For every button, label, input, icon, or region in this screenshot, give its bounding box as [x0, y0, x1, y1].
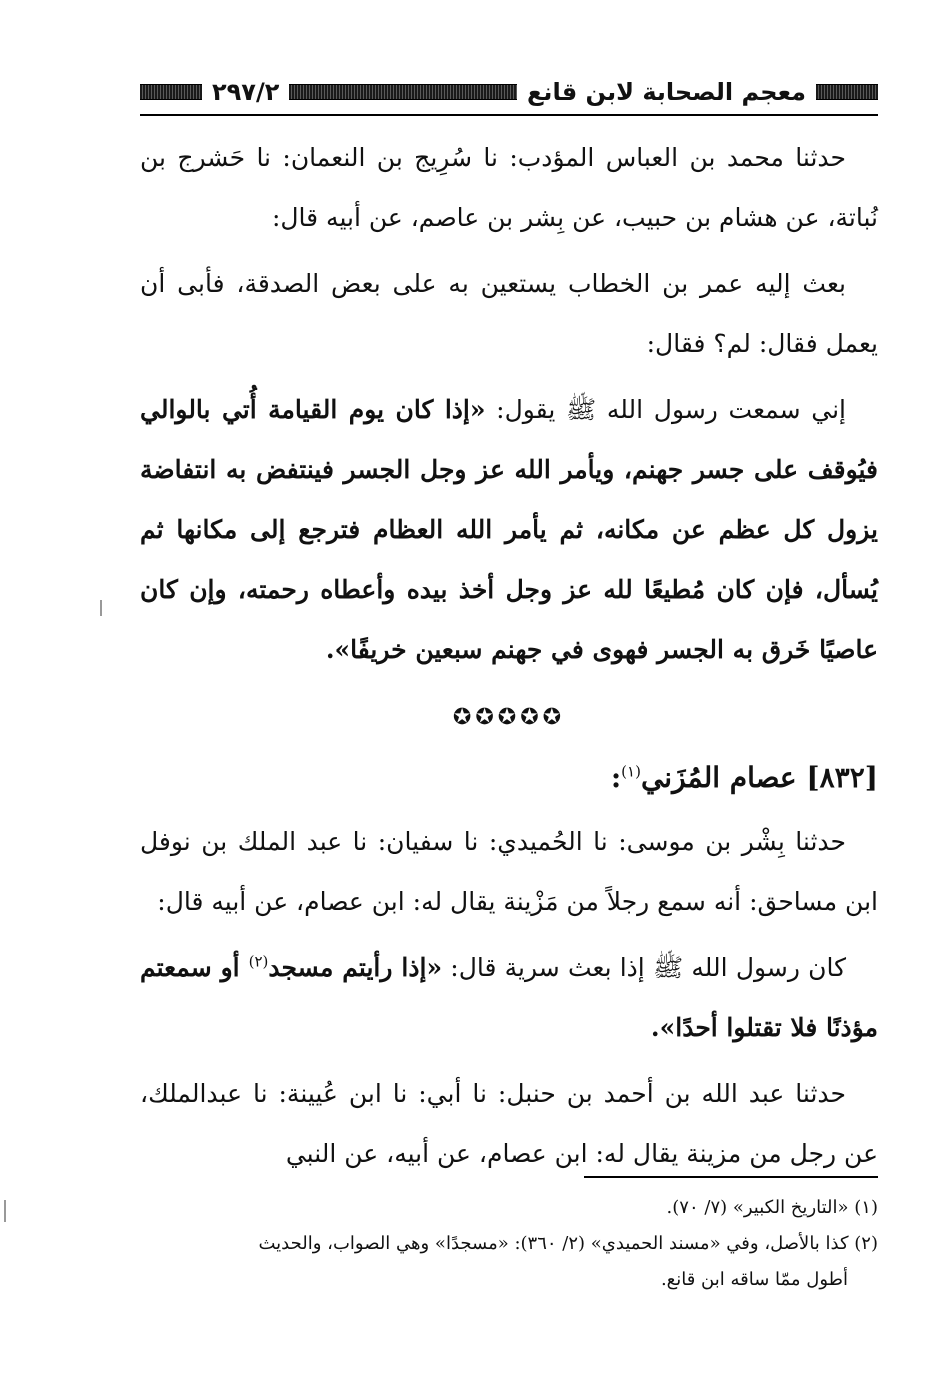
paragraph-hadith-2: [140, 938, 878, 1058]
paragraph-hadith-1: [140, 380, 878, 680]
header-rule: [140, 114, 878, 116]
main-text: [140, 128, 878, 1190]
entry-heading-colon: :: [610, 761, 622, 794]
scan-margin-mark: [100, 600, 102, 616]
paragraph-narrative-1: بعث إليه عمر بن الخطاب يستعين به على بعض الصدقة، فأبى أن يعمل فقال: لم؟ فقال:: [140, 269, 878, 358]
footnotes: [140, 1190, 878, 1298]
hadith-2-intro: كان رسول الله ﷺ إذا بعث سرية قال:: [442, 953, 847, 982]
footnote-2: (٢) كذا بالأصل، وفي «مسند الحميدي» (٢/ ٣٦٠): «مسجدًا» وهي الصواب، والحديث: [258, 1233, 878, 1254]
footnote-rule: [584, 1176, 878, 1178]
hadith-1-intro: إني سمعت رسول الله ﷺ يقول:: [485, 395, 846, 424]
paragraph-isnad-1: حدثنا محمد بن العباس المؤدب: نا سُرِيج بن النعمان: نا حَشرج بن نُباتة، عن هشام بن حبيب، عن بِشر بن عاصم، عن أبيه قال:: [140, 143, 878, 232]
footnote-ref-1[interactable]: (١): [621, 762, 641, 781]
header-book-title: معجم الصحابة لابن قانع: [527, 78, 806, 106]
footnote-ref-2[interactable]: (٢): [248, 952, 269, 971]
header-ornament-middle: [289, 84, 517, 100]
entry-title: [٨٣٢] عصام المُزَني: [640, 761, 878, 794]
hadith-2-text-a: «إذا رأيتم مسجد: [268, 953, 443, 982]
entry-heading: [140, 750, 878, 806]
paragraph-isnad-3: حدثنا عبد الله بن أحمد بن حنبل: نا أبي: نا ابن عُيينة: نا عبدالملك، عن رجل من مزينة يقال له: ابن عصام، عن أبيه، عن النبي: [140, 1079, 878, 1168]
hadith-1-text: «إذا كان يوم القيامة أُتي بالوالي فيُوقف على جسر جهنم، ويأمر الله عز وجل الجسر فينتفض به انتفاضة يزول كل عظم عن مكانه، ثم يأمر الله العظام فترجع إلى مكانها ثم يُسأل، فإن كان مُطيعًا لله عز وجل أخذ بيده وأعطاه رحمته، وإن كان عاصيًا خَرق به الجسر فهوى في جهنم سبعين خريفًا».: [140, 395, 878, 664]
header-ornament-right: [816, 84, 878, 100]
hadith-2-text-b: أو سمعتم مؤذنًا فلا تقتلوا أحدًا».: [140, 953, 878, 1042]
footnote-1: (١) «التاريخ الكبير» (٧/ ٧٠).: [666, 1197, 878, 1218]
header-page-number: ٢٩٧/٢: [212, 78, 280, 106]
section-separator: ✪✪✪✪✪: [452, 705, 566, 730]
running-header: [140, 72, 878, 112]
footnote-2-continuation: أطول ممّا ساقه ابن قانع.: [660, 1269, 848, 1290]
header-ornament-left: [140, 84, 202, 100]
paragraph-isnad-2: حدثنا بِشْر بن موسى: نا الحُميدي: نا سفيان: نا عبد الملك بن نوفل ابن مساحق: أنه سمع رجلاً من مَزْينة يقال له: ابن عصام، عن أبيه قال:: [140, 827, 878, 916]
scan-margin-mark: [4, 1200, 6, 1222]
